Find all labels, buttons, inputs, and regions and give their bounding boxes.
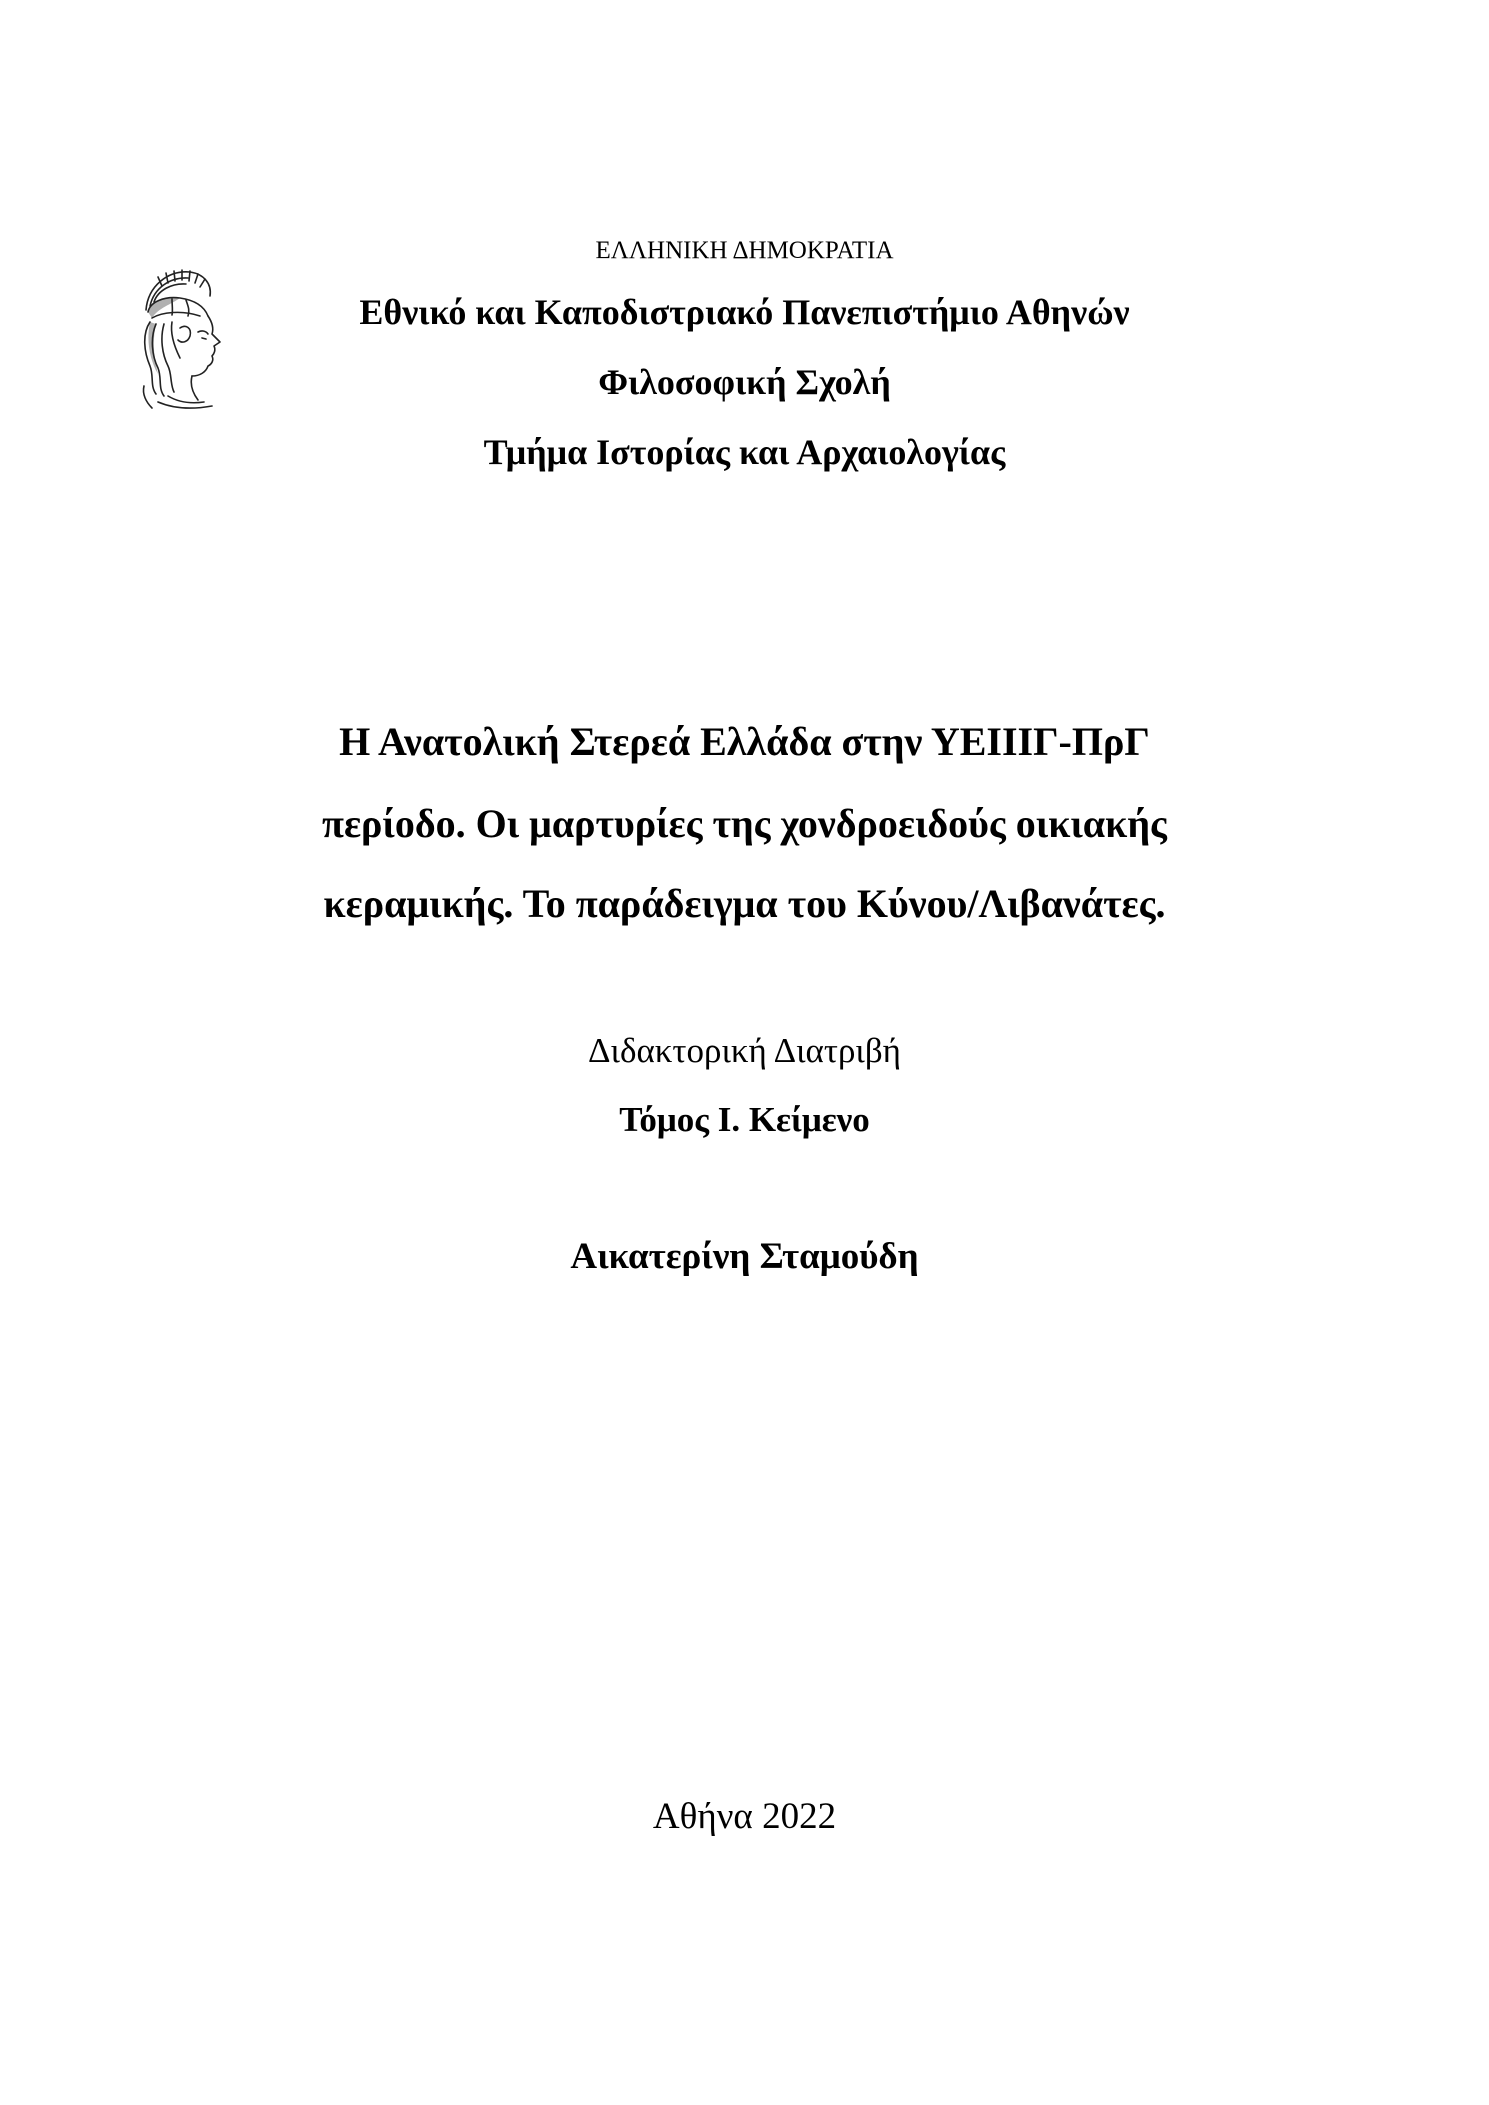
thesis-title-line-2: περίοδο. Οι μαρτυρίες της χονδροειδούς οικιακής [322, 801, 1167, 846]
author-name: Αικατερίνη Σταμούδη [570, 1236, 919, 1277]
volume-label: Τόμος Ι. Κείμενο [619, 1100, 870, 1139]
country-heading: ΕΛΛΗΝΙΚΗ ΔΗΜΟΚΡΑΤΙΑ [595, 237, 894, 264]
school-name: Φιλοσοφική Σχολή [598, 362, 891, 402]
place-date: Αθήνα 2022 [652, 1796, 837, 1837]
thesis-title-line-3: κεραμικής. Το παράδειγμα του Κύνου/Λιβανάτες. [323, 881, 1166, 926]
department-name: Τμήμα Ιστορίας και Αρχαιολογίας [483, 432, 1006, 472]
university-name: Εθνικό και Καποδιστριακό Πανεπιστήμιο Αθηνών [359, 292, 1130, 332]
document-type: Διδακτορική Διατριβή [588, 1031, 901, 1070]
thesis-title-line-1: Η Ανατολική Στερεά Ελλάδα στην ΥΕΙΙΙΓ-ΠρΓ [339, 719, 1150, 764]
